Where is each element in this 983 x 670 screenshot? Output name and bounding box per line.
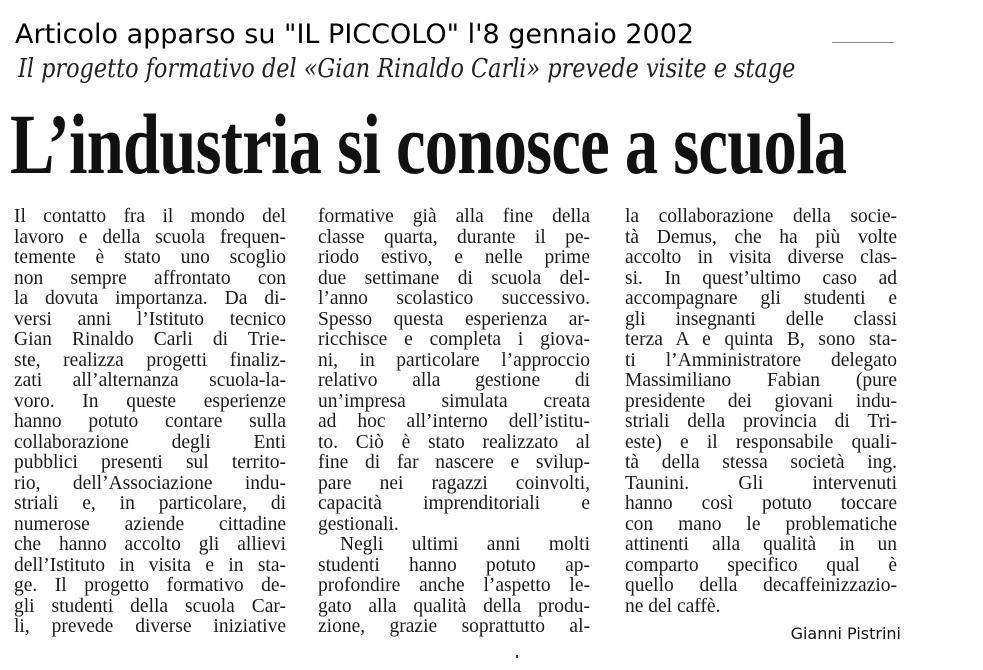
column-line: riodo estivo, e nelle prime (318, 248, 590, 268)
column-line: versi anni l’Istituto tecnico (14, 309, 286, 330)
column-line: accolto in visita diverse clas- (625, 248, 897, 268)
column-line: ni, in particolare l’approccio (318, 350, 590, 371)
article-headline: L’industria si conosce a scuola (10, 96, 847, 192)
column-line: tà Demus, che ha più volte (625, 227, 897, 248)
article-kicker: Il progetto formativo del «Gian Rinaldo Carli» prevede visite e stage (18, 54, 796, 84)
column-line: hanno così potuto toccare (625, 494, 897, 514)
column-line: rio, dell’Associazione indu- (14, 473, 286, 494)
column-line: to. Ciò è stato realizzato al (318, 432, 590, 453)
column-line: presidente dei giovani indu- (625, 391, 897, 412)
column-line: este) e il responsabile quali- (625, 432, 897, 453)
column-line: non sempre affrontato con (14, 268, 286, 289)
column-line: classe quarta, durante il pe- (318, 227, 590, 248)
column-line: dell’Istituto in visita e in sta- (14, 555, 286, 576)
column-line: la collaborazione della socie- (625, 207, 897, 227)
author-byline: Gianni Pistrini (790, 624, 901, 643)
column-line: capacità imprenditoriali e (318, 494, 590, 514)
column-line: voro. In queste esperienze (14, 391, 286, 412)
column-line: lavoro e della scuola frequen- (14, 227, 286, 248)
article-column-3 (625, 207, 897, 617)
column-line: ricchisce e completa i giova- (318, 330, 590, 350)
column-line: ti l’Amministratore delegato (625, 350, 897, 371)
column-line: ne del caffè. (625, 596, 721, 617)
column-line: Taunini. Gli intervenuti (625, 473, 897, 494)
column-line: Negli ultimi anni molti (340, 535, 590, 555)
column-line: un’impresa simulata creata (318, 391, 590, 412)
column-line: ad hoc all’interno dell’istitu- (318, 412, 590, 432)
column-line: formative già alla fine della (318, 207, 590, 227)
column-line: Il contatto fra il mondo del (14, 207, 286, 227)
column-line: ste, realizza progetti finaliz- (14, 350, 286, 371)
column-line: zati all’alternanza scuola-la- (14, 371, 286, 391)
column-line: attinenti alla qualità in un (625, 535, 897, 555)
column-line: li, prevede diverse iniziative (14, 617, 286, 637)
column-line: gato alla qualità della produ- (318, 596, 590, 617)
column-line: temente è stato uno scoglio (14, 248, 286, 268)
column-line: hanno potuto contare sulla (14, 412, 286, 432)
column-line: gli studenti della scuola Car- (14, 596, 286, 617)
column-line: tà della stessa società ing. (625, 453, 897, 473)
column-line: con mano le problematiche (625, 514, 897, 535)
column-line: Massimiliano Fabian (pure (625, 371, 897, 391)
column-line: gli insegnanti delle classi (625, 309, 897, 330)
column-line: numerose aziende cittadine (14, 514, 286, 535)
column-line: quello della decaffeinizzazio- (625, 576, 897, 596)
column-line: pare nei ragazzi coinvolti, (318, 473, 590, 494)
column-line: terza A e quinta B, sono sta- (625, 330, 897, 350)
column-line: relativo alla gestione di (318, 371, 590, 391)
column-line: Gian Rinaldo Carli di Trie- (14, 330, 286, 350)
column-line: zione, grazie soprattutto al- (318, 617, 590, 637)
column-line: Spesso questa esperienza ar- (318, 309, 590, 330)
column-line: striali della provincia di Tri- (625, 412, 897, 432)
column-line: fine di far nascere e svilup- (318, 453, 590, 473)
article-column-1 (14, 207, 286, 638)
column-line: che hanno accolto gli allievi (14, 535, 286, 555)
article-column-2 (318, 207, 590, 638)
caption-divider (832, 42, 894, 43)
column-line: due settimane di scuola del- (318, 268, 590, 289)
column-line: ge. Il progetto formativo de- (14, 576, 286, 596)
column-line: si. In quest’ultimo caso ad (625, 268, 897, 289)
column-line: gestionali. (318, 514, 399, 535)
column-line: la dovuta importanza. Da di- (14, 289, 286, 309)
column-line: studenti hanno potuto ap- (318, 555, 590, 576)
article-source-caption: Articolo apparso su "IL PICCOLO" l'8 gennaio 2002 (15, 19, 695, 50)
column-line: profondire anche l’aspetto le- (318, 576, 590, 596)
column-line: comparto specifico qual è (625, 555, 897, 576)
column-line: collaborazione degli Enti (14, 432, 286, 453)
scan-artifact (516, 655, 518, 658)
column-line: l’anno scolastico successivo. (318, 289, 590, 309)
column-line: accompagnare gli studenti e (625, 289, 897, 309)
column-line: striali e, in particolare, di (14, 494, 286, 514)
column-line: pubblici presenti sul territo- (14, 453, 286, 473)
